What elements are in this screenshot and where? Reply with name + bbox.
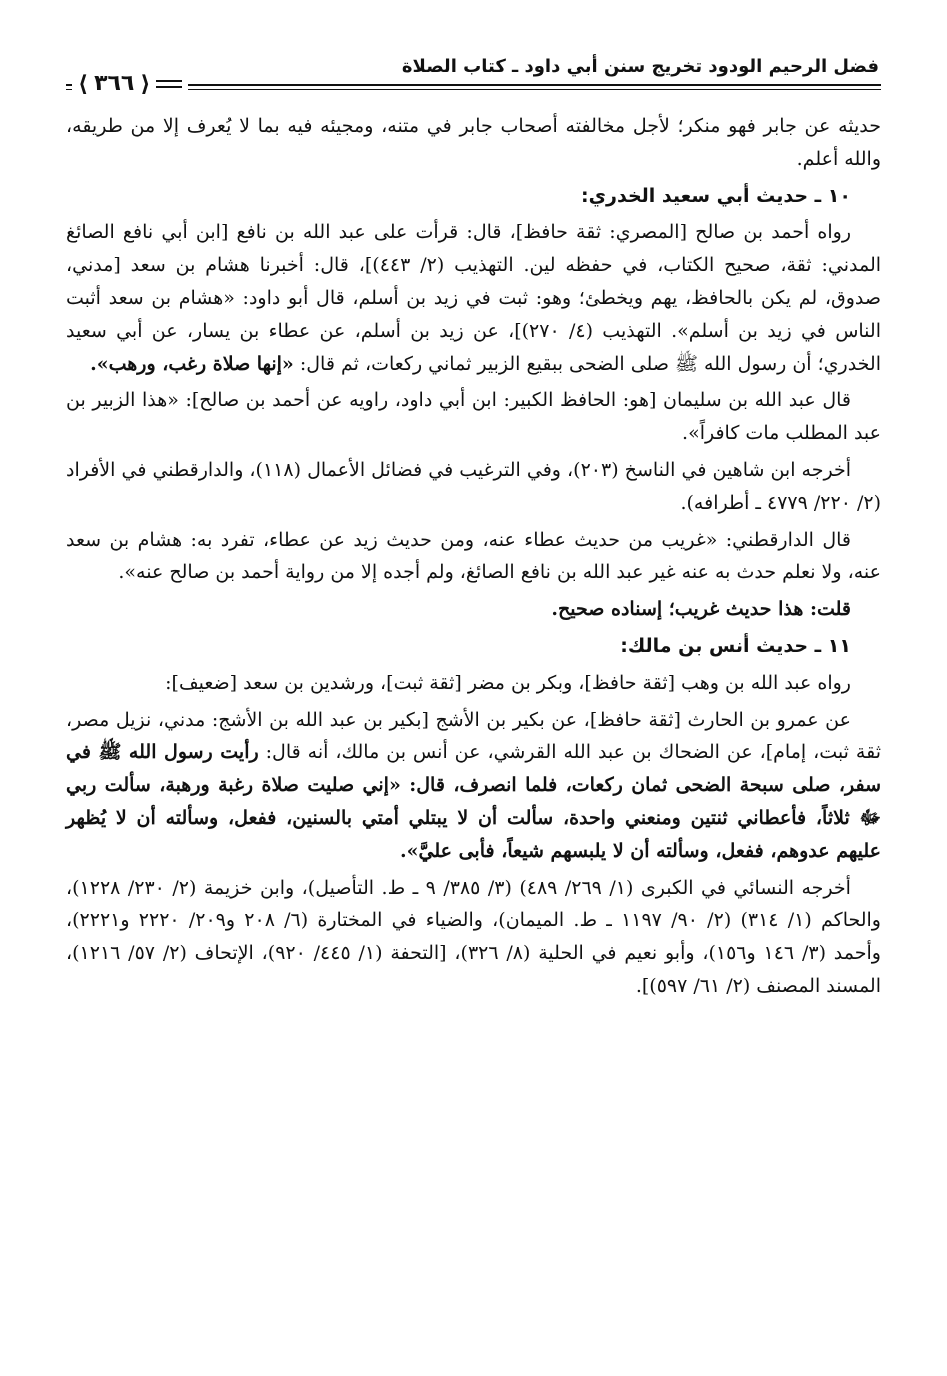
paragraph — [66, 384, 881, 450]
running-title: فضل الرحيم الودود تخريج سنن أبي داود ـ كتاب الصلاة — [401, 56, 879, 77]
verdict-text: قلت: هذا حديث غريب؛ إسناده صحيح. — [551, 598, 851, 621]
ornament-bracket-left: ⟩ — [78, 71, 89, 97]
ornament-bracket-right: ⟨ — [140, 71, 151, 97]
page-number: ٣٦٦ — [94, 71, 135, 96]
hadith-text: «إنها صلاة رغب، ورهب». — [90, 352, 294, 375]
section-heading — [66, 180, 881, 213]
paragraph — [66, 110, 881, 176]
section-heading — [66, 630, 881, 663]
paragraph — [66, 704, 881, 868]
paragraph-text: عن عمرو بن الحارث [ثقة حافظ]، عن بكير بن الأشج [بكير بن عبد الله بن الأشج: مدني، نزيل مصر، ثقة ثبت، إمام]، عن الضحاك بن عبد الله القرشي، عن أنس بن مالك، أنه قال: — [66, 708, 881, 764]
verdict — [66, 593, 881, 626]
paragraph — [66, 216, 881, 380]
page — [66, 38, 881, 1007]
hadith-text: رأيت رسول الله ﷺ في سفر، صلى سبحة الضحى ثمان ركعات، فلما انصرف، قال: «إني صليت صلاة رغبة ورهبة، سألت ربي ﷻ ثلاثاً، فأعطاني ثنتين ومنعني واحدة، سألت أن لا يبتلي أمتي بالسنين، ففعل، وسألته أن لا يُظهر عليهم عدوهم، ففعل، وسألته أن لا يلبسهم شيعاً، فأبى عليَّ». — [66, 741, 881, 862]
paragraph-text: أخرجه ابن شاهين في الناسخ (٢٠٣)، وفي الترغيب في فضائل الأعمال (١١٨)، والدارقطني في الأفراد (٢/ ٢٢٠/ ٤٧٧٩ ـ أطرافه). — [66, 458, 881, 514]
paragraph — [66, 872, 881, 1003]
paragraph-text: أخرجه النسائي في الكبرى (١/ ٢٦٩/ ٤٨٩) (٣/ ٣٨٥/ ٩ ـ ط. التأصيل)، وابن خزيمة (٢/ ٢٣٠/ ١٢٢٨)، والحاكم (١/ ٣١٤) (٢/ ٩٠/ ١١٩٧ ـ ط. الميمان)، والضياء في المختارة (٦/ ٢٠٨ و٢٠٩/ ٢٢٢٠ و٢٢٢١)، وأحمد (٣/ ١٤٦ و١٥٦)، وأبو نعيم في الحلية (٨/ ٣٢٦)، [التحفة (١/ ٤٤٥/ ٩٢٠)، الإتحاف (٢/ ٥٧/ ١٢١٦)، المسند المصنف (٢/ ٦١/ ٥٩٧)]. — [66, 876, 881, 997]
page-number-ornament — [72, 72, 188, 96]
paragraph-text: حديثه عن جابر فهو منكر؛ لأجل مخالفته أصحاب جابر في متنه، ومجيئه فيه بما لا يُعرف إلا من طريقه، والله أعلم. — [66, 115, 881, 170]
paragraph — [66, 454, 881, 520]
heading-text: ١١ ـ حديث أنس بن مالك: — [620, 634, 851, 657]
paragraph — [66, 524, 881, 590]
body-text — [66, 110, 881, 1003]
paragraph-text: رواه عبد الله بن وهب [ثقة حافظ]، وبكر بن مضر [ثقة ثبت]، ورشدين بن سعد [ضعيف]: — [165, 671, 851, 694]
heading-text: ١٠ ـ حديث أبي سعيد الخدري: — [581, 184, 851, 207]
paragraph-text: قال الدارقطني: «غريب من حديث عطاء عنه، ومن حديث زيد عن عطاء، تفرد به: هشام بن سعد عنه، ولا نعلم حدث به عنه غير عبد الله بن نافع الصائغ، ولم أجده إلا من رواية أحمد بن صالح عنه». — [66, 528, 881, 584]
ornament-lines — [156, 80, 182, 88]
paragraph — [66, 667, 881, 700]
paragraph-text: قال عبد الله بن سليمان [هو: الحافظ الكبير: ابن أبي داود، راويه عن أحمد بن صالح]: «هذا الزبير بن عبد المطلب مات كافراً». — [66, 389, 881, 445]
paragraph-text: رواه أحمد بن صالح [المصري: ثقة حافظ]، قال: قرأت على عبد الله بن نافع [ابن أبي نافع الصائغ المدني: ثقة، صحيح الكتاب، في حفظه لين. التهذيب (٢/ ٤٤٣)]، قال: أخبرنا هشام بن سعد [مدني، صدوق، لم يكن بالحافظ، يهم ويخطئ؛ وهو: ثبت في زيد بن أسلم، قال أبو داود: «هشام بن سعد أثبت الناس في زيد بن أسلم». التهذيب (٤/ ٢٧٠)]، عن زيد بن أسلم، عن عطاء بن يسار، عن أبي سعيد الخدري؛ أن رسول الله ﷺ صلى الضحى ببقيع الزبير ثماني ركعات، ثم قال: — [66, 221, 882, 375]
